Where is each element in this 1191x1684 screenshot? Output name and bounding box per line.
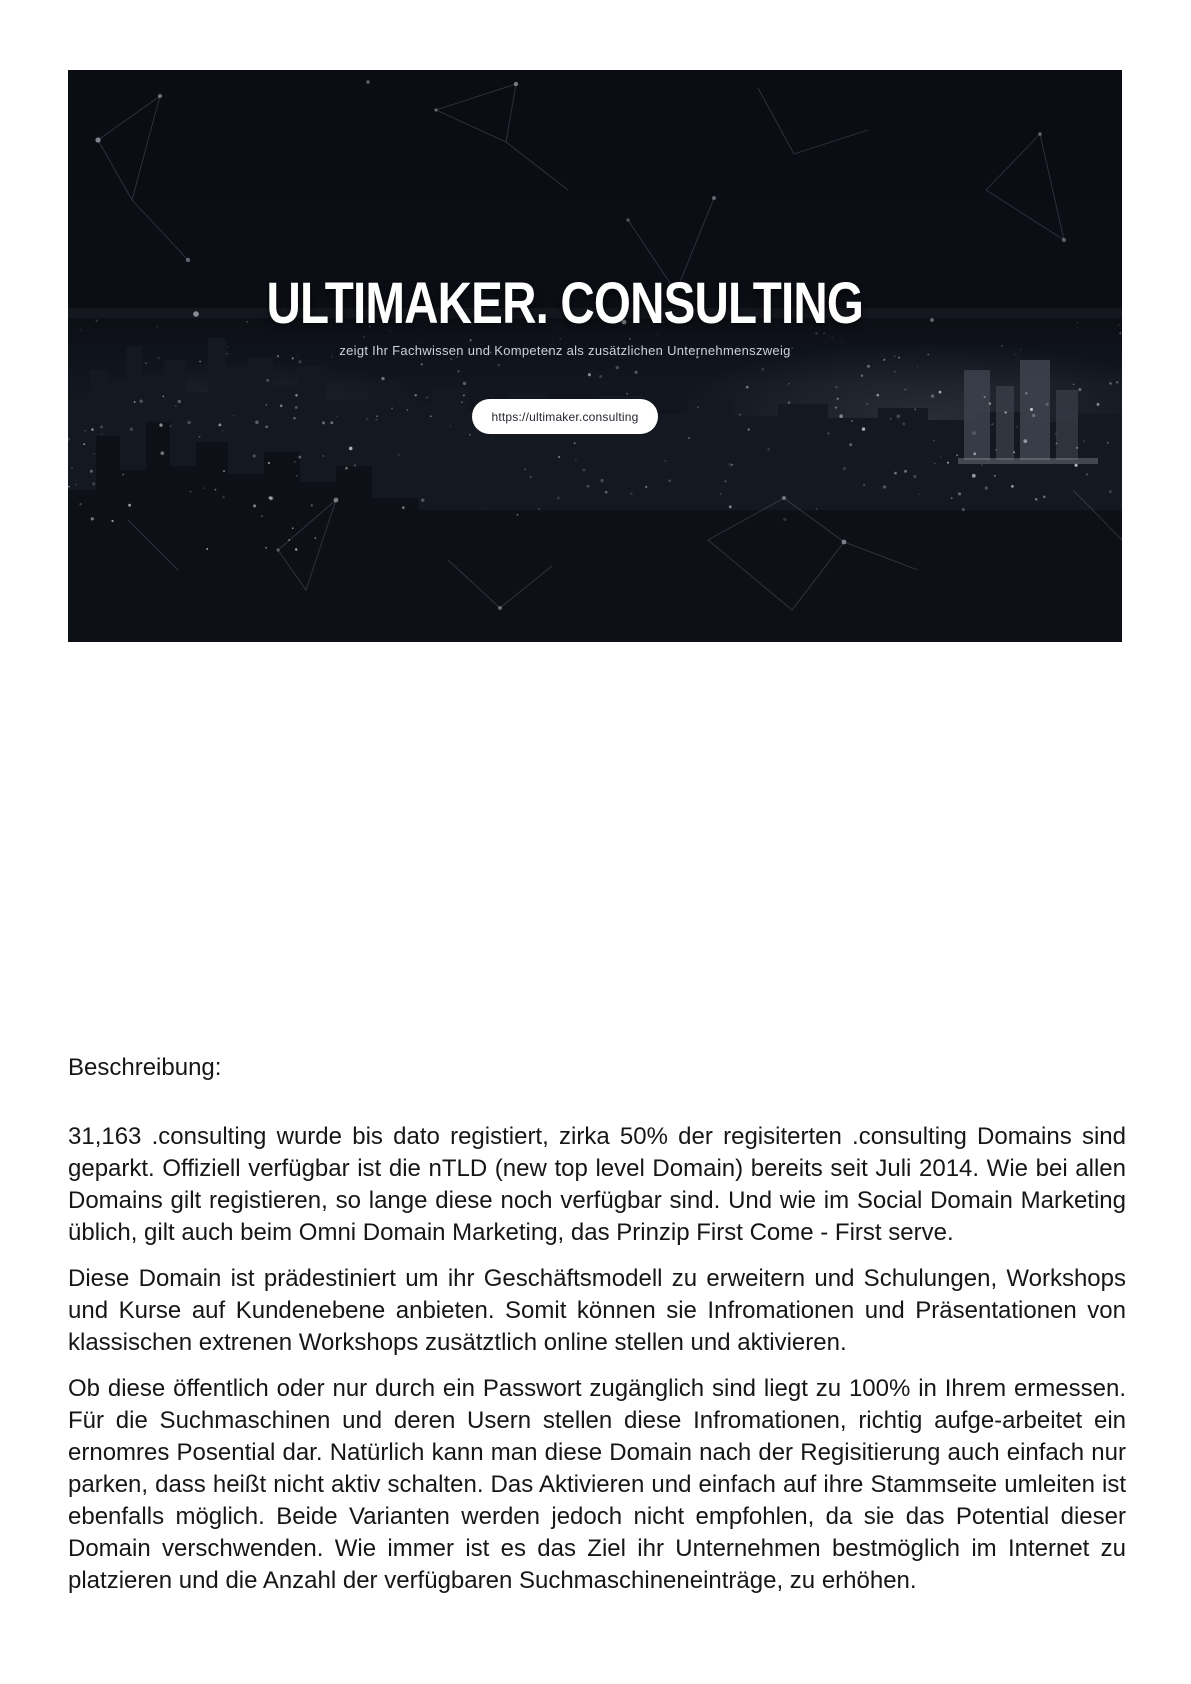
- banner-content: [68, 70, 1092, 642]
- description-heading: Beschreibung:: [68, 1054, 222, 1081]
- body-paragraph-1: 31,163 .consulting wurde bis dato registiert, zirka 50% der regisiterten .consulting Domains sind geparkt. Offiziell verfügbar ist die nTLD (new top level Domain) bereits seit Juli 2014. Wie bei allen Domains gilt registieren, so lange diese noch verfügbar sind. Und wie im Social Domain Marketing üblich, gilt auch beim Omni Domain Marketing, das Prinzip First Come - First serve.: [68, 1123, 1126, 1246]
- body-paragraph-3: Ob diese öffentlich oder nur durch ein Passwort zugänglich sind liegt zu 100% in Ihrem ermessen. Für die Suchmaschinen und deren Usern stellen diese Infromationen, richtig aufge-arbeitet ein ernomres Posential dar. Natürlich kann man diese Domain nach der Regisitierung auch einfach nur parken, dass heißt nicht aktiv schalten. Das Aktivieren und einfach auf ihre Stammseite umleiten ist ebenfalls möglich. Beide Varianten werden jedoch nicht empfohlen, da sie das Potential dieser Domain verschwenden. Wie immer ist es das Ziel ihr Unternehmen bestmöglich im Internet zu platzieren und die Anzahl der verfügbaren Suchmaschineneinträge, zu erhöhen.: [68, 1375, 1126, 1594]
- hero-title: ULTIMAKER. CONSULTING: [266, 271, 864, 336]
- url-pill-button[interactable]: https://ultimaker.consulting: [472, 399, 657, 434]
- body-paragraph-2: Diese Domain ist prädestiniert um ihr Geschäftsmodell zu erweitern und Schulungen, Workshops und Kurse auf Kundenebene anbieten. Somit können sie Infromationen und Präsentationen von klassischen extrenen Workshops zusätztlich online stellen und aktivieren.: [68, 1265, 1126, 1356]
- hero-banner: [68, 70, 1122, 642]
- description-section: [68, 1052, 1126, 1597]
- hero-tagline: zeigt Ihr Fachwissen und Kompetenz als zusätzlichen Unternehmenszweig: [339, 343, 791, 358]
